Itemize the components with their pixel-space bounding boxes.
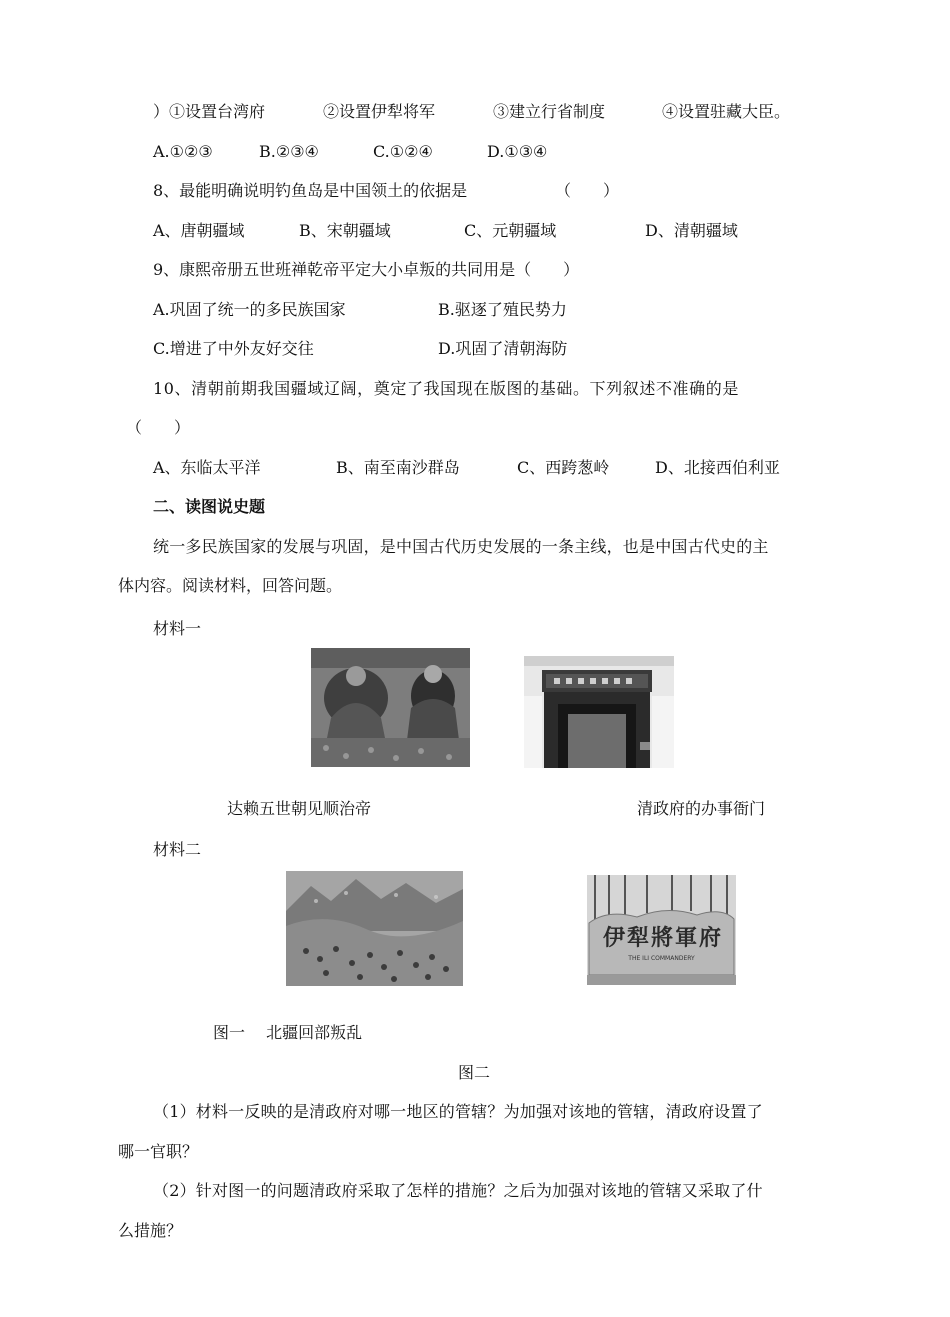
material-2-label: 材料二 xyxy=(153,840,202,859)
stone-inscription-english: THE ILI COMMANDERY xyxy=(628,955,695,962)
q10-option-a: A、东临太平洋 xyxy=(153,458,261,477)
material-1-label: 材料一 xyxy=(153,619,202,638)
q7-stem-tail: ）①设置台湾府 xyxy=(153,102,266,121)
q7-item-3: ③建立行省制度 xyxy=(493,102,606,121)
q7-option-a: A.①②③ xyxy=(153,142,213,161)
q7-item-4: ④设置驻藏大臣。 xyxy=(662,102,791,121)
q9-option-c: C.增进了中外友好交往 xyxy=(153,339,314,358)
material-1-caption-left: 达赖五世朝见顺治帝 xyxy=(227,799,372,818)
stone-inscription: 伊犁將軍府 xyxy=(602,925,723,951)
q7-option-d: D.①③④ xyxy=(487,142,548,161)
qing-office-gate-image xyxy=(524,656,674,768)
q9-option-d: D.巩固了清朝海防 xyxy=(438,339,568,358)
dalai-lama-painting-image xyxy=(311,648,470,767)
section-heading: 二、读图说史题 xyxy=(153,497,266,516)
material-2-caption-left: 图一 北疆回部叛乱 xyxy=(213,1023,363,1042)
q8-answer-blank: （ ） xyxy=(555,181,620,200)
subquestion-2-line-2: 么措施？ xyxy=(118,1221,183,1240)
q8-option-d: D、清朝疆域 xyxy=(645,221,738,240)
q8-option-b: B、宋朝疆域 xyxy=(299,221,391,240)
q7-option-b: B.②③④ xyxy=(259,142,319,161)
q9-option-b: B.驱逐了殖民势力 xyxy=(438,300,567,319)
q10-answer-blank: （ ） xyxy=(126,418,191,437)
q10-option-b: B、南至南沙群岛 xyxy=(336,458,460,477)
q8-option-c: C、元朝疆域 xyxy=(464,221,557,240)
q8-stem: 8、最能明确说明钓鱼岛是中国领土的依据是 xyxy=(153,181,468,200)
q7-option-c: C.①②④ xyxy=(373,142,433,161)
section-intro-line-2: 体内容。阅读材料，回答问题。 xyxy=(118,576,343,595)
subquestion-2-line-1: （2）针对图一的问题清政府采取了怎样的措施？之后为加强对该地的管辖又采取了什 xyxy=(153,1181,763,1200)
q8-option-a: A、唐朝疆域 xyxy=(153,221,245,240)
q10-option-c: C、西跨葱岭 xyxy=(517,458,610,477)
q10-stem: 10、清朝前期我国疆域辽阔，奠定了我国现在版图的基础。下列叙述不准确的是 xyxy=(153,379,739,398)
subquestion-1-line-2: 哪一官职？ xyxy=(118,1142,199,1161)
subquestion-1-line-1: （1）材料一反映的是清政府对哪一地区的管辖？为加强对该地的管辖，清政府设置了 xyxy=(153,1102,763,1121)
material-2-caption-right: 图二 xyxy=(458,1063,491,1082)
material-1-caption-right: 清政府的办事衙门 xyxy=(637,799,766,818)
northern-xinjiang-rebellion-image xyxy=(286,871,463,986)
ili-general-mansion-stone-image xyxy=(587,875,736,985)
q9-option-a: A.巩固了统一的多民族国家 xyxy=(153,300,346,319)
q7-item-2: ②设置伊犁将军 xyxy=(323,102,436,121)
q9-stem: 9、康熙帝册五世班禅乾帝平定大小卓叛的共同用是（ ） xyxy=(153,260,580,279)
q10-option-d: D、北接西伯利亚 xyxy=(655,458,780,477)
section-intro-line-1: 统一多民族国家的发展与巩固，是中国古代历史发展的一条主线，也是中国古代史的主 xyxy=(153,537,769,556)
